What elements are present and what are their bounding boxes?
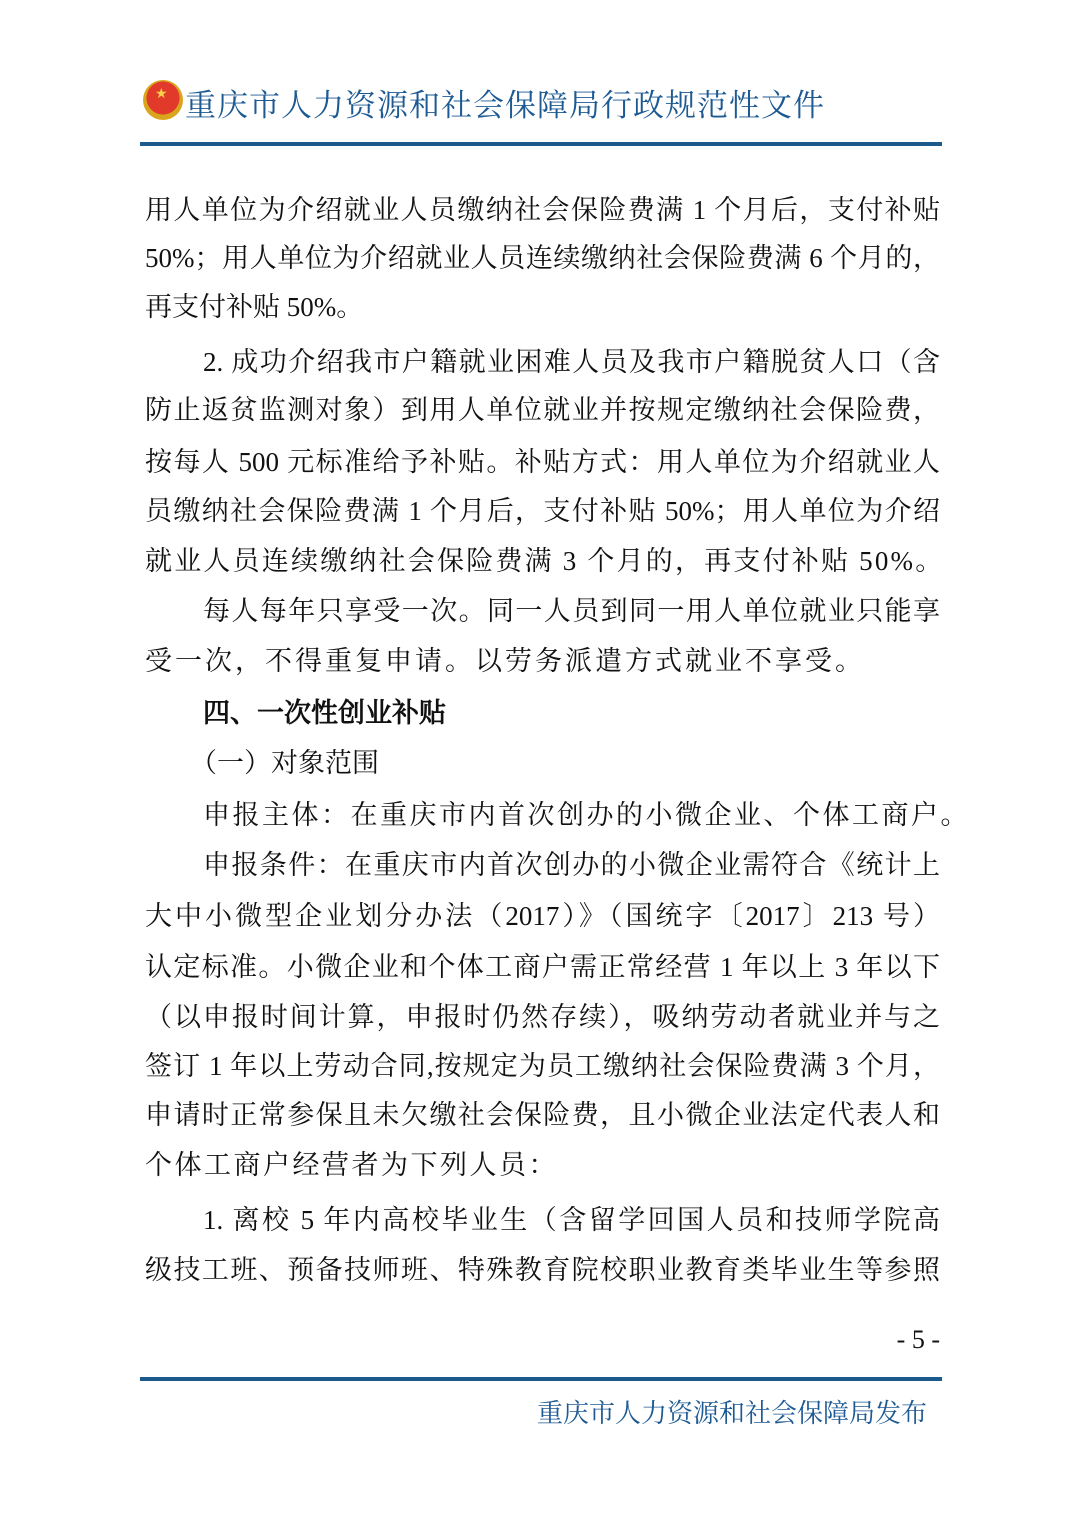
body-line: 签订 1 年以上劳动合同,按规定为员工缴纳社会保险费满 3 个月， (145, 1051, 940, 1081)
body-line: 防止返贫监测对象）到用人单位就业并按规定缴纳社会保险费， (145, 395, 940, 425)
body-line: 1. 离校 5 年内高校毕业生（含留学回国人员和技师学院高 (203, 1205, 940, 1235)
subsection-heading: （一）对象范围 (190, 748, 379, 778)
body-line: 每人每年只享受一次。同一人员到同一用人单位就业只能享 (203, 596, 940, 626)
section-heading: 四、一次性创业补贴 (203, 698, 446, 728)
body-line: 再支付补贴 50%。 (145, 292, 364, 322)
page-number: - 5 - (896, 1325, 940, 1354)
header-title: 重庆市人力资源和社会保障局行政规范性文件 (185, 88, 825, 123)
footer-publisher: 重庆市人力资源和社会保障局发布 (537, 1399, 928, 1428)
body-line: 级技工班、预备技师班、特殊教育院校职业教育类毕业生等参照 (145, 1255, 940, 1285)
body-line: 申报条件：在重庆市内首次创办的小微企业需符合《统计上 (203, 850, 940, 880)
body-line: 申请时正常参保且未欠缴社会保险费，且小微企业法定代表人和 (145, 1100, 940, 1130)
header-divider (140, 142, 942, 146)
body-line: 大中小微型企业划分办法（2017）》（国统字〔2017〕213 号） (145, 901, 940, 931)
body-line: 个体工商户经营者为下列人员： (145, 1150, 558, 1180)
body-line: 申报主体：在重庆市内首次创办的小微企业、个体工商户。 (203, 800, 970, 830)
body-line: 按每人 500 元标准给予补贴。补贴方式：用人单位为介绍就业人 (145, 447, 940, 477)
body-line: 50%；用人单位为介绍就业人员连续缴纳社会保险费满 6 个月的， (145, 243, 940, 273)
national-emblem-icon (143, 80, 183, 120)
body-line: 员缴纳社会保险费满 1 个月后，支付补贴 50%；用人单位为介绍 (145, 496, 940, 526)
footer-divider (140, 1377, 942, 1381)
body-line: 用人单位为介绍就业人员缴纳社会保险费满 1 个月后，支付补贴 (145, 195, 940, 225)
body-line: 就业人员连续缴纳社会保险费满 3 个月的，再支付补贴 50%。 (145, 546, 945, 576)
body-line: 2. 成功介绍我市户籍就业困难人员及我市户籍脱贫人口（含 (203, 347, 940, 377)
body-line: （以申报时间计算，申报时仍然存续），吸纳劳动者就业并与之 (145, 1002, 940, 1032)
body-line: 认定标准。小微企业和个体工商户需正常经营 1 年以上 3 年以下 (145, 952, 940, 982)
body-line: 受一次，不得重复申请。以劳务派遣方式就业不享受。 (145, 646, 865, 676)
